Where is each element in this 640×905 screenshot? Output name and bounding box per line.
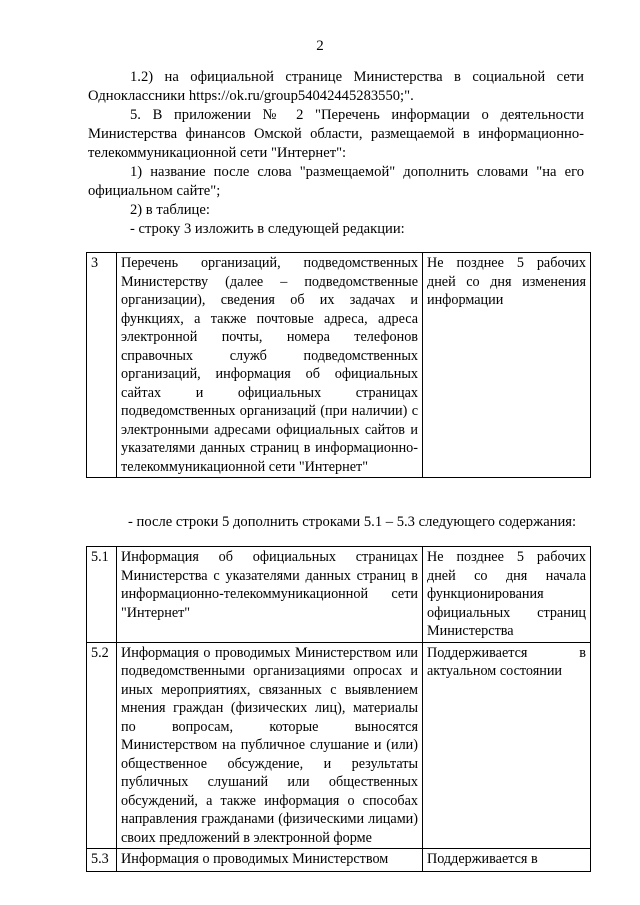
row-info: Информация об официальных страницах Министерства с указателями данных страниц в информационно-телекоммуникационной сети "Интернет" <box>117 547 423 643</box>
row-number: 5.3 <box>87 849 117 872</box>
paragraph-5: - строку 3 изложить в следующей редакции: <box>130 221 405 237</box>
paragraph-3: 1) название после слова "размещаемой" дополнить словами "на его официальном сайте"; <box>88 164 584 199</box>
paragraph-4: 2) в таблице: <box>130 202 210 218</box>
row-number: 5.2 <box>87 642 117 849</box>
row-info: Информация о проводимых Министерством <box>117 849 423 872</box>
body-text <box>88 68 584 239</box>
row-term: Не позднее 5 рабочих дней со дня начала функционирования официальных страниц Министерства <box>423 547 591 643</box>
row-term: Не позднее 5 рабочих дней со дня изменения информации <box>423 253 591 478</box>
table-row-3 <box>86 252 591 478</box>
paragraph-6: - после строки 5 дополнить строками 5.1 – 5.3 следующего содержания: <box>128 514 577 530</box>
paragraph-2: 5. В приложении № 2 "Перечень информации о деятельности Министерства финансов Омской области, размещаемой в информационно-телекоммуникационной сети "Интернет": <box>88 107 584 161</box>
page-number: 2 <box>316 38 324 54</box>
table-row <box>87 253 591 478</box>
row-number: 3 <box>87 253 117 478</box>
paragraph-1: 1.2) на официальной странице Министерства в социальной сети Одноклассники https://ok.ru/group54042445283550;". <box>88 69 584 104</box>
row-term: Поддерживается в актуальном состоянии <box>423 642 591 849</box>
table-row <box>87 642 591 849</box>
row-number: 5.1 <box>87 547 117 643</box>
row-term: Поддерживается в <box>423 849 591 872</box>
row-info: Перечень организаций, подведомственных Министерству (далее – подведомственные организации), сведения об их задачах и функциях, а также почтовые адреса, адреса электронной почты, номера телефонов справочных служб подведомственных организаций, информация об официальных сайтах и официальных страницах подведомственных организаций (при наличии) с электронными адресами официальных сайтов и указателями данных страниц в информационно-телекоммуникационной сети "Интернет" <box>117 253 423 478</box>
table-rows-5-1-5-3 <box>86 546 591 872</box>
row-info: Информация о проводимых Министерством или подведомственными организациями опросах и иных мероприятиях, связанных с выявлением мнения граждан (физических лиц), материалы по вопросам, которые выносятся Министерством на публичное слушание и (или) общественное обсуждение, и результаты публичных слушаний или общественных обсуждений, а также информация о способах направления гражданами (физическими лицами) своих предложений в электронной форме <box>117 642 423 849</box>
table-row <box>87 849 591 872</box>
table-row <box>87 547 591 643</box>
